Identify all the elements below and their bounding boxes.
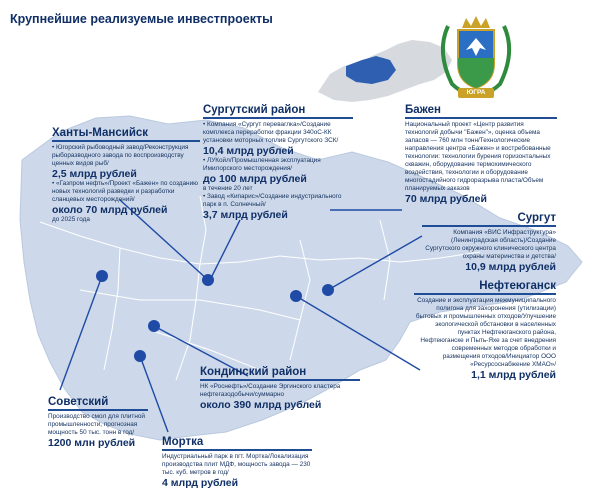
card-title: Мортка (162, 436, 312, 451)
card-amount: 10,9 млрд рублей (465, 261, 556, 273)
page-title: Крупнейшие реализуемые инвестпроекты (10, 12, 273, 26)
inset-map (318, 40, 452, 102)
card-title: Бажен (405, 104, 557, 119)
card-amount: около 70 млрд рублей (52, 204, 168, 216)
card-text: • ЛУКойл/Промышленная эксплуатация Имилорского месторождения/ (203, 157, 321, 172)
card-title: Ханты-Мансийск (52, 127, 200, 142)
card-text: Создание и эксплуатация межмуниципального полигона для захоронения (утилизации) бытовых и промышленных отходов/Улучшение экологической обстановки в населенных пунктах Нефтеюганского района, Нефтеюганске и Пыть-Яхе за счет внедрения современных методов обработки и размещения отходов/Инициатор ООО «Ресурсоснабжение ХМАО»/ (415, 297, 556, 368)
marker-kondinsky[interactable] (148, 320, 160, 332)
card-amount: 3,7 млрд рублей (203, 209, 288, 221)
card-sovetsky (48, 396, 148, 449)
shield-green-field (458, 58, 494, 88)
card-title: Сургут (422, 212, 556, 227)
crown-icon (462, 16, 490, 28)
emblem-label: ЮГРА (466, 89, 486, 96)
card-text: • Компания «Сургут переваглка»/Создание комплекса переработки фракции 340оС-КК установки моторных топлив Сургутского ЗСК/ (203, 121, 339, 144)
card-text: • Завод «Кипарис»/Создание индустриального парк в п. Солнечный/ (203, 193, 342, 208)
card-text: • Югорский рыбоводный завод/Реконструкция рыборазводного завода по воспроизводству ценных видов рыб/ (52, 144, 189, 167)
card-title: Нефтеюганск (414, 280, 556, 295)
card-khanty-mansiysk (52, 127, 200, 224)
card-text: Национальный проект «Центр развития технологий добычи "Бажен"», оценка объема запасов — 760 млн тонн/Технологические направления центра «Бажен» и востребованные технологии: технологии бурения горизонтальных скважин, оборудование термохимического воздействия, технологии и оборудование многостадийного гидроразрыва пласта/Объем планируемых заказов (405, 121, 551, 192)
card-bazhen (405, 104, 557, 205)
card-surgut-district (203, 104, 353, 221)
card-amount: 70 млрд рублей (405, 193, 487, 205)
card-amount: около 390 млрд рублей (200, 399, 322, 411)
card-amount: 1200 млн рублей (48, 437, 136, 449)
card-amount: 4 млрд рублей (162, 477, 239, 489)
marker-sovetsky[interactable] (96, 270, 108, 282)
card-note: в течение 20 лет (203, 185, 253, 192)
card-amount: 1,1 млрд рублей (471, 369, 556, 381)
card-text: Компания «ВИС Инфраструктура» (Ленинградская область)/Создание Сургутского окружного клинического центра охраны материнства и детства/ (425, 229, 556, 260)
marker-khanty-mansiysk[interactable] (202, 274, 214, 286)
card-note: до 2025 года (52, 216, 90, 223)
card-amount: 10,4 млрд рублей (203, 145, 294, 157)
card-text: Индустриальный парк в пгт. Мортка/Локализация производства плит МДФ, мощность завода — 230 тыс. куб. метров в год/ (162, 453, 311, 476)
card-amount: до 100 млрд рублей (203, 173, 307, 185)
card-text: НК «Роснефть»/Создание Эргинского кластера нефтегазодобычи/суммарно (200, 383, 341, 398)
card-amount: 2,5 млрд рублей (52, 168, 137, 180)
card-title: Сургутский район (203, 104, 353, 119)
card-text: Производство смол для плитной промышленности, прогнозная мощность 50 тыс. тонн в год/ (48, 413, 145, 436)
card-nefteyugansk (414, 280, 556, 381)
marker-mortka[interactable] (134, 350, 146, 362)
card-kondinsky (200, 366, 360, 411)
card-text: • «Газпром нефть»/Проект «Бажен» по созданию новых технологий разведки и разработки сланцевых месторождений/ (52, 180, 198, 203)
card-surgut (422, 212, 556, 273)
card-title: Советский (48, 396, 148, 411)
marker-nefteyugansk[interactable] (290, 290, 302, 302)
marker-surgut[interactable] (322, 284, 334, 296)
coat-of-arms (443, 16, 509, 98)
card-mortka (162, 436, 312, 489)
card-title: Кондинский район (200, 366, 360, 381)
